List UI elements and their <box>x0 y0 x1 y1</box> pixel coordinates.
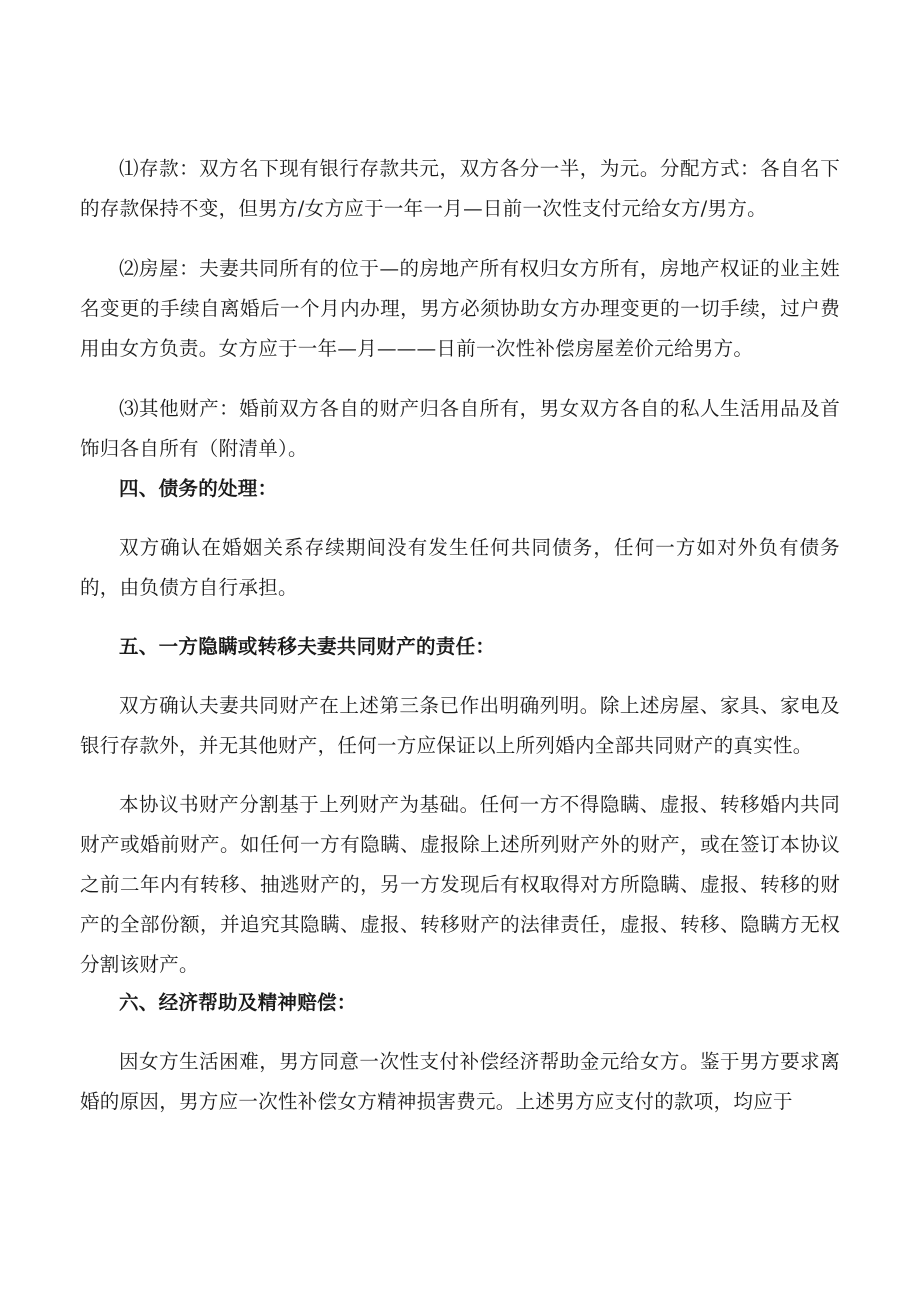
paragraph-debt: 双方确认在婚姻关系存续期间没有发生任何共同债务，任何一方如对外负有债务的，由负债方自行承担。 <box>80 536 840 599</box>
paragraph-other-property: ⑶其他财产：婚前双方各自的财产归各自所有，男女双方各自的私人生活用品及首饰归各自所有（附清单）。 <box>80 397 840 460</box>
heading-compensation: 六、经济帮助及精神赔偿： <box>119 991 357 1014</box>
paragraph-concealment-2: 本协议书财产分割基于上列财产为基础。任何一方不得隐瞒、虚报、转移婚内共同财产或婚前财产。如任何一方有隐瞒、虚报除上述所列财产外的财产，或在签订本协议之前二年内有转移、抽逃财产的，另一方发现后有权取得对方所隐瞒、虚报、转移的财产的全部份额，并追究其隐瞒、虚报、转移财产的法律责任，虚报、转移、隐瞒方无权分割该财产。 <box>80 793 840 976</box>
paragraph-house: ⑵房屋：夫妻共同所有的位于—的房地产所有权归女方所有，房地产权证的业主姓名变更的手续自离婚后一个月内办理，男方必须协助女方办理变更的一切手续，过户费用由女方负责。女方应于一年—月———日前一次性补偿房屋差价元给男方。 <box>80 257 840 360</box>
paragraph-compensation: 因女方生活困难，男方同意一次性支付补偿经济帮助金元给女方。鉴于男方要求离婚的原因，男方应一次性补偿女方精神损害费元。上述男方应支付的款项，均应于 <box>80 1050 840 1113</box>
paragraph-deposit: ⑴存款：双方名下现有银行存款共元，双方各分一半，为元。分配方式：各自名下的存款保持不变，但男方/女方应于一年一月—日前一次性支付元给女方/男方。 <box>80 157 840 220</box>
paragraph-concealment-1: 双方确认夫妻共同财产在上述第三条已作出明确列明。除上述房屋、家具、家电及银行存款外，并无其他财产，任何一方应保证以上所列婚内全部共同财产的真实性。 <box>80 694 840 757</box>
heading-concealment: 五、一方隐瞒或转移夫妻共同财产的责任： <box>119 635 496 658</box>
heading-debt: 四、债务的处理： <box>119 477 278 500</box>
